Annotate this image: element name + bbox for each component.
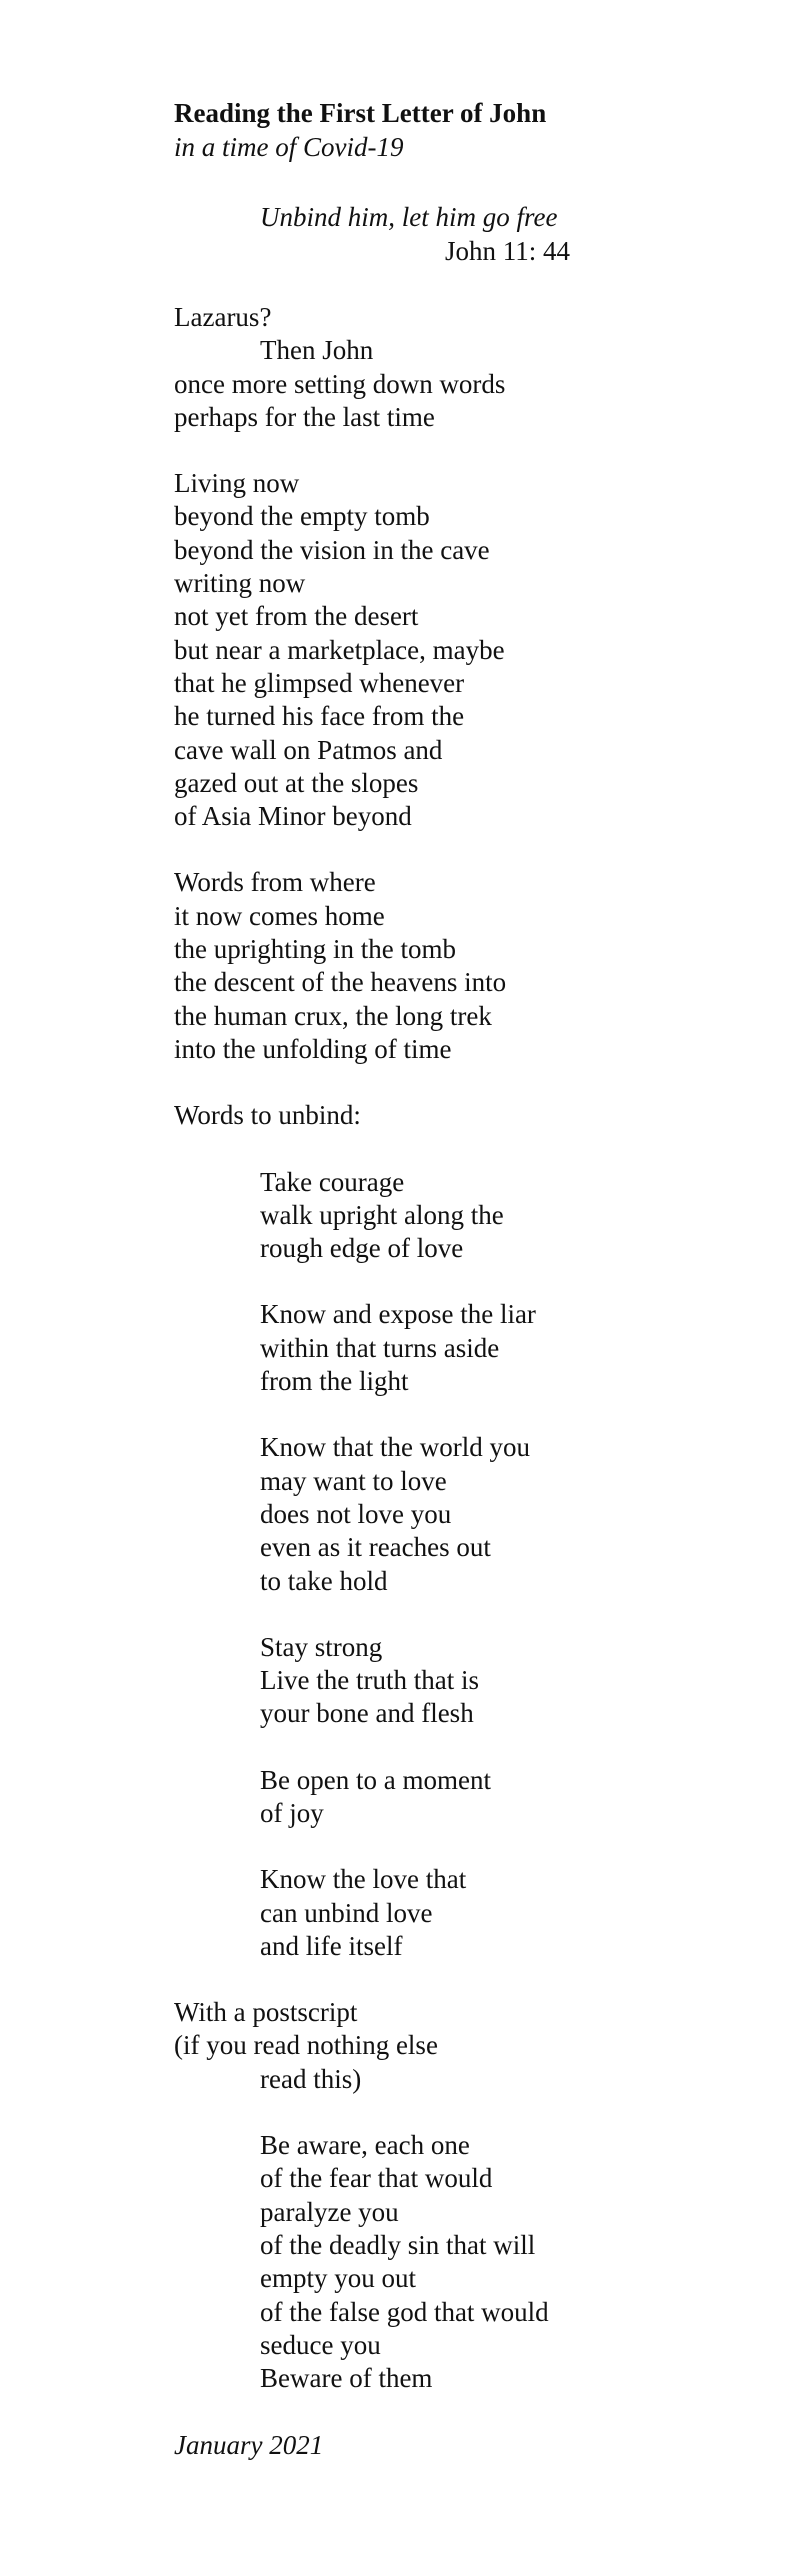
poem-line: can unbind love <box>260 1897 433 1928</box>
poem-line: paralyze you <box>260 2196 399 2227</box>
poem-line: cave wall on Patmos and <box>174 734 443 765</box>
poem-line: of the deadly sin that will <box>260 2229 536 2260</box>
poem-line: within that turns aside <box>260 1332 500 1363</box>
poem-line: Stay strong <box>260 1631 383 1662</box>
poem-line: Beware of them <box>260 2363 433 2394</box>
poem-line: of the false god that would <box>260 2296 549 2327</box>
poem-line: Then John <box>260 335 374 366</box>
poem-line: gazed out at the slopes <box>174 767 419 798</box>
poem-line: Live the truth that is <box>260 1665 479 1696</box>
poem-line: into the unfolding of time <box>174 1033 452 1064</box>
epigraph-quote: Unbind him, let him go free <box>260 202 558 232</box>
poem-body <box>174 301 734 2395</box>
poem-page <box>174 96 734 2462</box>
poem-date: January 2021 <box>174 2430 324 2461</box>
poem-line: it now comes home <box>174 900 385 931</box>
poem-line: Living now <box>174 468 300 499</box>
stanza <box>174 1431 734 1597</box>
poem-line: not yet from the desert <box>174 601 419 632</box>
poem-line: even as it reaches out <box>260 1532 491 1563</box>
poem-subtitle: in a time of Covid-19 <box>174 132 404 162</box>
poem-line: and life itself <box>260 1930 403 1961</box>
poem-line: perhaps for the last time <box>174 401 435 432</box>
poem-line: Lazarus? <box>174 302 272 332</box>
stanza <box>174 1166 734 1266</box>
stanza <box>174 467 734 833</box>
poem-line: Be open to a moment <box>260 1764 491 1795</box>
poem-line: does not love you <box>260 1498 452 1529</box>
poem-line: to take hold <box>260 1565 388 1596</box>
poem-line: read this) <box>260 2063 362 2094</box>
poem-line: Take courage <box>260 1166 405 1197</box>
poem-line: from the light <box>260 1366 409 1397</box>
poem-line: Know and expose the liar <box>260 1299 536 1330</box>
stanza <box>174 2129 734 2395</box>
poem-line: (if you read nothing else <box>174 2030 438 2061</box>
poem-line: may want to love <box>260 1465 447 1496</box>
poem-line: the descent of the heavens into <box>174 967 507 998</box>
poem-line: Words to unbind: <box>174 1100 361 1131</box>
stanza <box>174 301 734 434</box>
poem-line: the human crux, the long trek <box>174 1000 492 1031</box>
poem-line: of the fear that would <box>260 2163 493 2194</box>
poem-line: Be aware, each one <box>260 2130 470 2161</box>
poem-line: of joy <box>260 1797 324 1828</box>
poem-line: he turned his face from the <box>174 701 465 732</box>
poem-line: rough edge of love <box>260 1233 464 1264</box>
poem-line: walk upright along the <box>260 1199 504 1230</box>
stanza <box>174 1764 734 1831</box>
poem-line: Know that the world you <box>260 1432 530 1463</box>
stanza <box>174 1099 734 1132</box>
poem-line: of Asia Minor beyond <box>174 801 412 832</box>
epigraph-reference: John 11: 44 <box>444 236 570 266</box>
poem-line: beyond the empty tomb <box>174 501 430 532</box>
poem-line: that he glimpsed whenever <box>174 667 465 698</box>
poem-line: seduce you <box>260 2329 381 2360</box>
poem-line: Words from where <box>174 867 376 898</box>
poem-line: Know the love that <box>260 1864 467 1895</box>
poem-line: beyond the vision in the cave <box>174 534 490 565</box>
stanza <box>174 866 734 1066</box>
poem-line: With a postscript <box>174 1997 358 2028</box>
stanza <box>174 1996 734 2096</box>
epigraph <box>260 200 570 268</box>
poem-line: but near a marketplace, maybe <box>174 634 505 665</box>
poem-line: your bone and flesh <box>260 1698 474 1729</box>
poem-title: Reading the First Letter of John <box>174 98 547 128</box>
stanza <box>174 1631 734 1731</box>
poem-line: the uprighting in the tomb <box>174 934 456 965</box>
poem-line: empty you out <box>260 2263 416 2294</box>
stanza <box>174 1298 734 1398</box>
stanza <box>174 1863 734 1963</box>
poem-line: once more setting down words <box>174 368 506 399</box>
poem-line: writing now <box>174 568 306 599</box>
